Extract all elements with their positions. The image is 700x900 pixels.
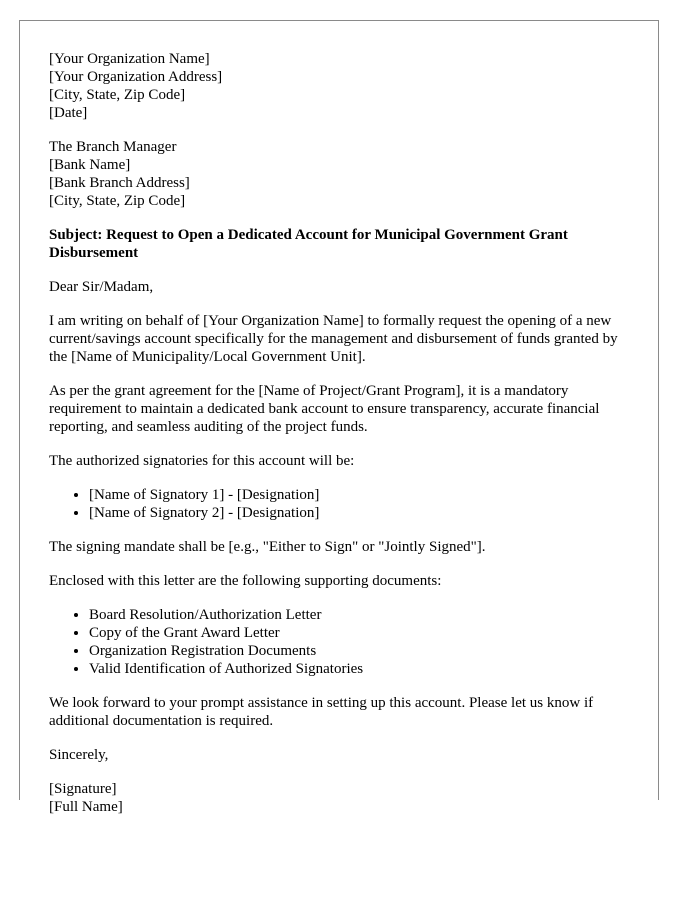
sender-org-name: [Your Organization Name] (49, 51, 210, 67)
list-item: • Board Resolution/Authorization Letter (89, 606, 629, 624)
recipient-block (49, 138, 629, 210)
list-item: • Organization Registration Documents (89, 642, 629, 660)
list-item: • Copy of the Grant Award Letter (89, 624, 629, 642)
list-item: • [Name of Signatory 2] - [Designation] (89, 504, 629, 522)
full-name-placeholder: [Full Name] (49, 799, 123, 815)
subject-line: Subject: Request to Open a Dedicated Account for Municipal Government Grant Disbursement (49, 227, 568, 261)
closing-paragraph: We look forward to your prompt assistance in setting up this account. Please let us know if additional documentation is required. (49, 695, 594, 729)
sender-block (49, 50, 629, 122)
signatories-intro: The authorized signatories for this account will be: (49, 453, 355, 469)
signing-mandate: The signing mandate shall be [e.g., "Either to Sign" or "Jointly Signed"]. (49, 539, 486, 555)
salutation: Dear Sir/Madam, (49, 279, 154, 295)
recipient-bank-name: [Bank Name] (49, 157, 131, 173)
sender-city-state-zip: [City, State, Zip Code] (49, 87, 186, 103)
recipient-city-state-zip: [City, State, Zip Code] (49, 193, 186, 209)
sign-off: Sincerely, (49, 747, 109, 763)
list-item: • Valid Identification of Authorized Signatories (89, 660, 629, 678)
signature-block (49, 780, 629, 816)
recipient-title: The Branch Manager (49, 139, 177, 155)
signatories-list (49, 486, 629, 522)
list-item: • [Name of Signatory 1] - [Designation] (89, 486, 629, 504)
letter-date: [Date] (49, 105, 88, 121)
signature-placeholder: [Signature] (49, 781, 117, 797)
recipient-branch-address: [Bank Branch Address] (49, 175, 190, 191)
letter-content (20, 21, 658, 816)
documents-list (49, 606, 629, 678)
sender-org-address: [Your Organization Address] (49, 69, 223, 85)
documents-intro: Enclosed with this letter are the following supporting documents: (49, 573, 442, 589)
letter-page (19, 20, 659, 815)
body-paragraph-2: As per the grant agreement for the [Name of Project/Grant Program], it is a mandatory requirement to maintain a dedicated bank account to ensure transparency, accurate financial reporting, and seamless auditing of the project funds. (49, 383, 600, 435)
body-paragraph-1: I am writing on behalf of [Your Organization Name] to formally request the opening of a new current/savings account specifically for the management and disbursement of funds granted by the [Name of Municipality/Local Government Unit]. (49, 313, 618, 365)
